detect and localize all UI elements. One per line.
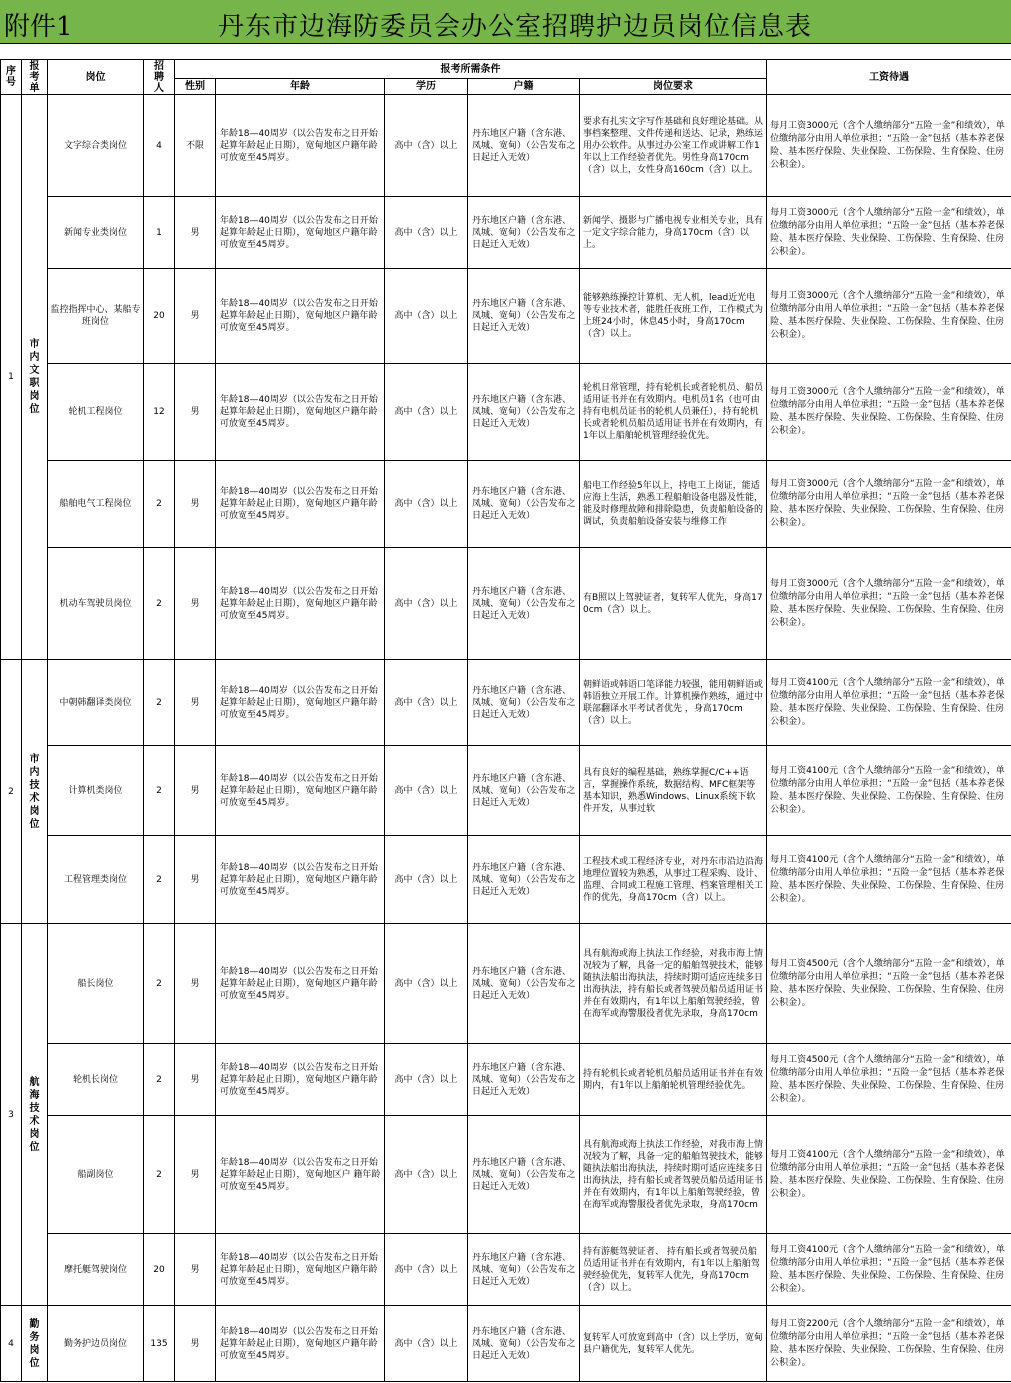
salary-cell: 每月工资3000元（含个人缴纳部分“五险一金”和绩效），单位缴纳部分由用人单位承担；“五险一金”包括（基本养老保险、基本医疗保险、失业保险、工伤保险、生育保险、住房公积金）。 (767, 197, 1011, 269)
age-cell: 年龄18—40周岁（以公告发布之日开始起算年龄起止日期），宽甸地区户籍年龄可放宽至45周岁。 (216, 95, 385, 197)
table-row (1, 1306, 1011, 1382)
col-household-header: 户籍 (468, 79, 580, 95)
education-cell: 高中（含）以上 (385, 364, 468, 461)
age-cell: 年龄18—40周岁（以公告发布之日开始起算年龄起止日期），宽甸地区户籍年龄可放宽至45周岁。 (216, 836, 385, 924)
salary-cell: 每月工资4100元（含个人缴纳部分“五险一金”和绩效），单位缴纳部分由用人单位承担；“五险一金”包括（基本养老保险、基本医疗保险、失业保险、工伤保险、生育保险、住房公积金）。 (767, 1116, 1011, 1234)
count-cell: 2 (144, 660, 175, 746)
position-cell: 轮机工程岗位 (48, 364, 144, 461)
age-cell: 年龄18—40周岁（以公告发布之日开始起算年龄起止日期），宽甸地区户籍年龄可放宽至45周岁。 (216, 269, 385, 364)
group-category (22, 924, 48, 1306)
gender-cell: 男 (175, 746, 216, 836)
household-cell: 丹东地区户籍（含东港、凤城、宽甸）（公告发布之日起迁入无效） (468, 746, 580, 836)
table-row (1, 746, 1011, 836)
education-cell: 高中（含）以上 (385, 1306, 468, 1382)
gender-cell: 男 (175, 461, 216, 548)
count-cell: 2 (144, 746, 175, 836)
salary-cell: 每月工资4100元（含个人缴纳部分“五险一金”和绩效），单位缴纳部分由用人单位承担；“五险一金”包括（基本养老保险、基本医疗保险、失业保险、工伤保险、生育保险、住房公积金）。 (767, 660, 1011, 746)
household-cell: 丹东地区户籍（含东港、凤城、宽甸）（公告发布之日起迁入无效） (468, 95, 580, 197)
salary-cell: 每月工资3000元（含个人缴纳部分“五险一金”和绩效），单位缴纳部分由用人单位承担；“五险一金”包括（基本养老保险、基本医疗保险、失业保险、工伤保险、生育保险、住房公积金）。 (767, 364, 1011, 461)
salary-cell: 每月工资3000元（含个人缴纳部分“五险一金”和绩效），单位缴纳部分由用人单位承担；“五险一金”包括（基本养老保险、基本医疗保险、失业保险、工伤保险、生育保险、住房公积金）。 (767, 95, 1011, 197)
count-cell: 2 (144, 1116, 175, 1234)
col-position-header: 岗位 (48, 60, 144, 95)
household-cell: 丹东地区户籍（含东港、凤城、宽甸）（公告发布之日起迁入无效） (468, 364, 580, 461)
education-cell: 高中（含）以上 (385, 269, 468, 364)
table-row (1, 461, 1011, 548)
count-cell: 2 (144, 548, 175, 660)
gender-cell: 男 (175, 924, 216, 1044)
requirements-cell: 持有轮机长或者轮机员船员适用证书并在有效期内，有1年以上船舶轮机管理经验优先。 (580, 1044, 767, 1116)
position-cell: 摩托艇驾驶岗位 (48, 1234, 144, 1306)
education-cell: 高中（含）以上 (385, 95, 468, 197)
gender-cell: 男 (175, 1306, 216, 1382)
group-seq: 3 (1, 924, 22, 1306)
table-row (1, 197, 1011, 269)
gender-cell: 男 (175, 1234, 216, 1306)
position-cell: 监控指挥中心、某船专班岗位 (48, 269, 144, 364)
salary-cell: 每月工资3000元（含个人缴纳部分“五险一金”和绩效），单位缴纳部分由用人单位承担；“五险一金”包括（基本养老保险、基本医疗保险、失业保险、工伤保险、生育保险、住房公积金）。 (767, 269, 1011, 364)
education-cell: 高中（含）以上 (385, 924, 468, 1044)
education-cell: 高中（含）以上 (385, 836, 468, 924)
annex-label: 附件1 (4, 12, 73, 42)
household-cell: 丹东地区户籍（含东港、凤城、宽甸）（公告发布之日起迁入无效） (468, 660, 580, 746)
table-row (1, 548, 1011, 660)
age-cell: 年龄18—40周岁（以公告发布之日开始起算年龄起止日期），宽甸地区户籍年龄可放宽至45周岁。 (216, 461, 385, 548)
group-seq: 1 (1, 95, 22, 660)
age-cell: 年龄18—40周岁（以公告发布之日开始起算年龄起止日期），宽甸地区户籍年龄可放宽至45周岁。 (216, 924, 385, 1044)
requirements-cell: 朝鲜语或韩语口笔译能力较强，能用朝鲜语或韩语独立开展工作。计算机操作熟练，通过中联部翻译水平考试者优先 ，身高170cm（含）以上。 (580, 660, 767, 746)
group-category (22, 1306, 48, 1382)
salary-cell: 每月工资4100元（含个人缴纳部分“五险一金”和绩效），单位缴纳部分由用人单位承担；“五险一金”包括（基本养老保险、基本医疗保险、失业保险、工伤保险、生育保险、住房公积金）。 (767, 836, 1011, 924)
position-cell: 文字综合类岗位 (48, 95, 144, 197)
education-cell: 高中（含）以上 (385, 1116, 468, 1234)
education-cell: 高中（含）以上 (385, 746, 468, 836)
group-category-label: 航海技术岗位 (29, 1076, 40, 1153)
group-seq: 2 (1, 660, 22, 924)
group-category (22, 95, 48, 660)
count-cell: 1 (144, 197, 175, 269)
household-cell: 丹东地区户籍（含东港、凤城、宽甸）（公告发布之日起迁入无效） (468, 461, 580, 548)
gender-cell: 男 (175, 197, 216, 269)
col-requirements-header: 岗位要求 (580, 79, 767, 95)
col-education-header: 学历 (385, 79, 468, 95)
requirements-cell: 船电工作经验5年以上，持电工上岗证，能适应海上生活，熟悉工程船舶设备电器及性能，能及时修理故障和排除隐患，负责船舶设备的调试，负责船舶设备安装与维修工作 (580, 461, 767, 548)
positions-table (0, 59, 1011, 1382)
requirements-cell: 新闻学、摄影与广播电视专业相关专业，具有一定文字综合能力，身高170cm（含）以上。 (580, 197, 767, 269)
count-cell: 4 (144, 95, 175, 197)
position-cell: 工程管理类岗位 (48, 836, 144, 924)
table-body (1, 95, 1011, 1382)
age-cell: 年龄18—40周岁（以公告发布之日开始起算年龄起止日期），宽甸地区户籍年龄可放宽至45周岁。 (216, 660, 385, 746)
requirements-cell: 复转军人可放宽到高中（含）以上学历，宽甸县户籍优先，复转军人优先。 (580, 1306, 767, 1382)
group-seq: 4 (1, 1306, 22, 1382)
position-cell: 机动车驾驶员岗位 (48, 548, 144, 660)
gender-cell: 男 (175, 836, 216, 924)
count-cell: 20 (144, 1234, 175, 1306)
education-cell: 高中（含）以上 (385, 461, 468, 548)
age-cell: 年龄18—40周岁（以公告发布之日开始起算年龄起止日期），宽甸地区户籍年龄可放宽至45周岁。 (216, 548, 385, 660)
age-cell: 年龄18—40周岁（以公告发布之日开始起算年龄起止日期），宽甸地区户籍年龄可放宽至45周岁。 (216, 1306, 385, 1382)
education-cell: 高中（含）以上 (385, 660, 468, 746)
position-cell: 船副岗位 (48, 1116, 144, 1234)
salary-cell: 每月工资2200元（含个人缴纳部分“五险一金”和绩效），单位缴纳部分由用人单位承担；“五险一金”包括（基本养老保险、基本医疗保险、失业保险、工伤保险、生育保险、住房公积金）。 (767, 1306, 1011, 1382)
requirements-cell: 有B照以上驾驶证者，复转军人优先，身高170cm（含）以上。 (580, 548, 767, 660)
count-cell: 2 (144, 924, 175, 1044)
household-cell: 丹东地区户籍（含东港、凤城、宽甸）（公告发布之日起迁入无效） (468, 836, 580, 924)
requirements-cell: 轮机日常管理，持有轮机长或者轮机员、船员适用证书并在有效期内。电机员1名（也可由持有电机员证书的轮机人员兼任），持有轮机长或者轮机员船员适用证书并在有效期内，有1年以上船舶轮机管理经验优先。 (580, 364, 767, 461)
col-salary-header: 工资待遇 (767, 60, 1011, 95)
requirements-cell: 要求有扎实文字写作基础和良好理论基础。从事档案整理、文件传递和送达、记录，熟练运用办公软件。从事过办公室工作或讲解工作1年以上工作经验者优先。男性身高170cm（含）以上，女性身高160cm（含）以上。 (580, 95, 767, 197)
salary-cell: 每月工资3000元（含个人缴纳部分“五险一金”和绩效），单位缴纳部分由用人单位承担；“五险一金”包括（基本养老保险、基本医疗保险、失业保险、工伤保险、生育保险、住房公积金）。 (767, 461, 1011, 548)
position-cell: 计算机类岗位 (48, 746, 144, 836)
salary-cell: 每月工资4500元（含个人缴纳部分“五险一金”和绩效），单位缴纳部分由用人单位承担；“五险一金”包括（基本养老保险、基本医疗保险、失业保险、工伤保险、生育保险、住房公积金）。 (767, 1044, 1011, 1116)
salary-cell: 每月工资3000元（含个人缴纳部分“五险一金”和绩效），单位缴纳部分由用人单位承担；“五险一金”包括（基本养老保险、基本医疗保险、失业保险、工伤保险、生育保险、住房公积金）。 (767, 548, 1011, 660)
salary-cell: 每月工资4100元（含个人缴纳部分“五险一金”和绩效），单位缴纳部分由用人单位承担；“五险一金”包括（基本养老保险、基本医疗保险、失业保险、工伤保险、生育保险、住房公积金）。 (767, 1234, 1011, 1306)
age-cell: 年龄18—40周岁（以公告发布之日开始起算年龄起止日期），宽甸地区户籍年龄可放宽至45周岁。 (216, 746, 385, 836)
gender-cell: 男 (175, 364, 216, 461)
count-cell: 2 (144, 836, 175, 924)
education-cell: 高中（含）以上 (385, 1044, 468, 1116)
table-row (1, 1044, 1011, 1116)
salary-cell: 每月工资4100元（含个人缴纳部分“五险一金”和绩效），单位缴纳部分由用人单位承担；“五险一金”包括（基本养老保险、基本医疗保险、失业保险、工伤保险、生育保险、住房公积金）。 (767, 746, 1011, 836)
education-cell: 高中（含）以上 (385, 197, 468, 269)
household-cell: 丹东地区户籍（含东港、凤城、宽甸）（公告发布之日起迁入无效） (468, 1306, 580, 1382)
requirements-cell: 具有良好的编程基础，熟练掌握C/C++语言，掌握操作系统，数据结构、MFC框架等基本知识，熟悉Windows、Linux系统下软件开发，从事过软 (580, 746, 767, 836)
col-age-header: 年龄 (216, 79, 385, 95)
requirements-cell: 工程技术或工程经济专业，对丹东市沿边沿海地理位置较为熟悉，从事过工程采购、设计、监理、合同或工程施工管理、档案管理相关工作的优先，身高170cm（含）以上。 (580, 836, 767, 924)
requirements-cell: 能够熟练操控计算机、无人机，lead近光电等专业技术者，能胜任夜班工作，工作模式为上班24小时，休息45小时，身高170cm（含）以上。 (580, 269, 767, 364)
age-cell: 年龄18—40周岁（以公告发布之日开始起算年龄起止日期），宽甸地区户籍年龄可放宽至45周岁。 (216, 364, 385, 461)
table-row (1, 924, 1011, 1044)
household-cell: 丹东地区户籍（含东港、凤城、宽甸）（公告发布之日起迁入无效） (468, 197, 580, 269)
gender-cell: 男 (175, 660, 216, 746)
position-cell: 新闻专业类岗位 (48, 197, 144, 269)
table-row (1, 269, 1011, 364)
position-cell: 中朝韩翻译类岗位 (48, 660, 144, 746)
table-row (1, 1116, 1011, 1234)
gender-cell: 男 (175, 1044, 216, 1116)
gender-cell: 男 (175, 548, 216, 660)
col-count-header: 招聘人 (144, 60, 175, 95)
count-cell: 2 (144, 1044, 175, 1116)
age-cell: 年龄18—40周岁（以公告发布之日开始起算年龄起止日期），宽甸地区户籍年龄可放宽至45周岁。 (216, 197, 385, 269)
position-cell: 船舶电气工程岗位 (48, 461, 144, 548)
position-cell: 勤务护边员岗位 (48, 1306, 144, 1382)
gender-cell: 不限 (175, 95, 216, 197)
title-banner (0, 0, 1011, 44)
group-category-label: 市内技术岗位 (29, 753, 40, 830)
table-row (1, 660, 1011, 746)
gender-cell: 男 (175, 1116, 216, 1234)
col-category-header: 报考单 (22, 60, 48, 95)
gender-cell: 男 (175, 269, 216, 364)
col-conditions-header: 报考所需条件 (175, 60, 767, 79)
salary-cell: 每月工资4500元（含个人缴纳部分“五险一金”和绩效），单位缴纳部分由用人单位承担；“五险一金”包括（基本养老保险、基本医疗保险、失业保险、工伤保险、生育保险、住房公积金）。 (767, 924, 1011, 1044)
col-gender-header: 性别 (175, 79, 216, 95)
age-cell: 年龄18—40周岁（以公告发布之日开始起算年龄起止日期），宽甸地区户籍年龄可放宽至45周岁。 (216, 1234, 385, 1306)
household-cell: 丹东地区户籍（含东港、凤城、宽甸）（公告发布之日起迁入无效） (468, 924, 580, 1044)
table-row (1, 364, 1011, 461)
household-cell: 丹东地区户籍（含东港、凤城、宽甸）（公告发布之日起迁入无效） (468, 269, 580, 364)
table-row (1, 1234, 1011, 1306)
count-cell: 20 (144, 269, 175, 364)
position-cell: 船长岗位 (48, 924, 144, 1044)
requirements-cell: 持有游艇驾驶证者、 持有船长或者驾驶员船员适用证书并在有效期内，有1年以上船舶驾驶经验优先，复转军人优先，身高170cm（含）以上。 (580, 1234, 767, 1306)
requirements-cell: 具有航海或海上执法工作经验，对我市海上情况较为了解，具备一定的船舶驾驶技术，能够随执法船出海执法，持续时期可适应连续多日出海执法，持有船长或者驾驶员船员适用证书并在有效期内，有1年以上船舶驾驶经验，曾在海军或海警服役者优先录取，身高170cm (580, 1116, 767, 1234)
household-cell: 丹东地区户籍（含东港、凤城、宽甸）（公告发布之日起迁入无效） (468, 548, 580, 660)
col-seq-header: 序号 (1, 60, 22, 95)
education-cell: 高中（含）以上 (385, 548, 468, 660)
group-category (22, 660, 48, 924)
count-cell: 135 (144, 1306, 175, 1382)
position-cell: 轮机长岗位 (48, 1044, 144, 1116)
header-row-1 (1, 60, 1011, 79)
household-cell: 丹东地区户籍（含东港、凤城、宽甸）（公告发布之日起迁入无效） (468, 1234, 580, 1306)
count-cell: 2 (144, 461, 175, 548)
group-category-label: 市内文职岗位 (29, 339, 40, 415)
household-cell: 丹东地区户籍（含东港、凤城、宽甸）（公告发布之日起迁入无效） (468, 1044, 580, 1116)
education-cell: 高中（含）以上 (385, 1234, 468, 1306)
table-row (1, 95, 1011, 197)
requirements-cell: 具有航海或海上执法工作经验，对我市海上情况较为了解，具备一定的船舶驾驶技术，能够随执法船出海执法，持续时期可适应连续多日出海执法，持有船长或者驾驶员船员适用证书并在有效期内，有1年以上船舶驾驶经验，曾在海军或海警服役者优先录取，身高170cm (580, 924, 767, 1044)
table-row (1, 836, 1011, 924)
age-cell: 年龄18—40周岁（以公告发布之日开始起算年龄起止日期），宽甸地区户籍年龄可放宽至45周岁。 (216, 1044, 385, 1116)
group-category-label: 勤务岗位 (29, 1318, 40, 1369)
count-cell: 12 (144, 364, 175, 461)
page-title: 丹东市边海防委员会办公室招聘护边员岗位信息表 (218, 12, 813, 42)
household-cell: 丹东地区户籍（含东港、凤城、宽甸）（公告发布之日起迁入无效） (468, 1116, 580, 1234)
age-cell: 年龄18—40周岁（以公告发布之日开始起算年龄起止日期），宽甸地区户 籍年龄可放宽至45周岁。 (216, 1116, 385, 1234)
